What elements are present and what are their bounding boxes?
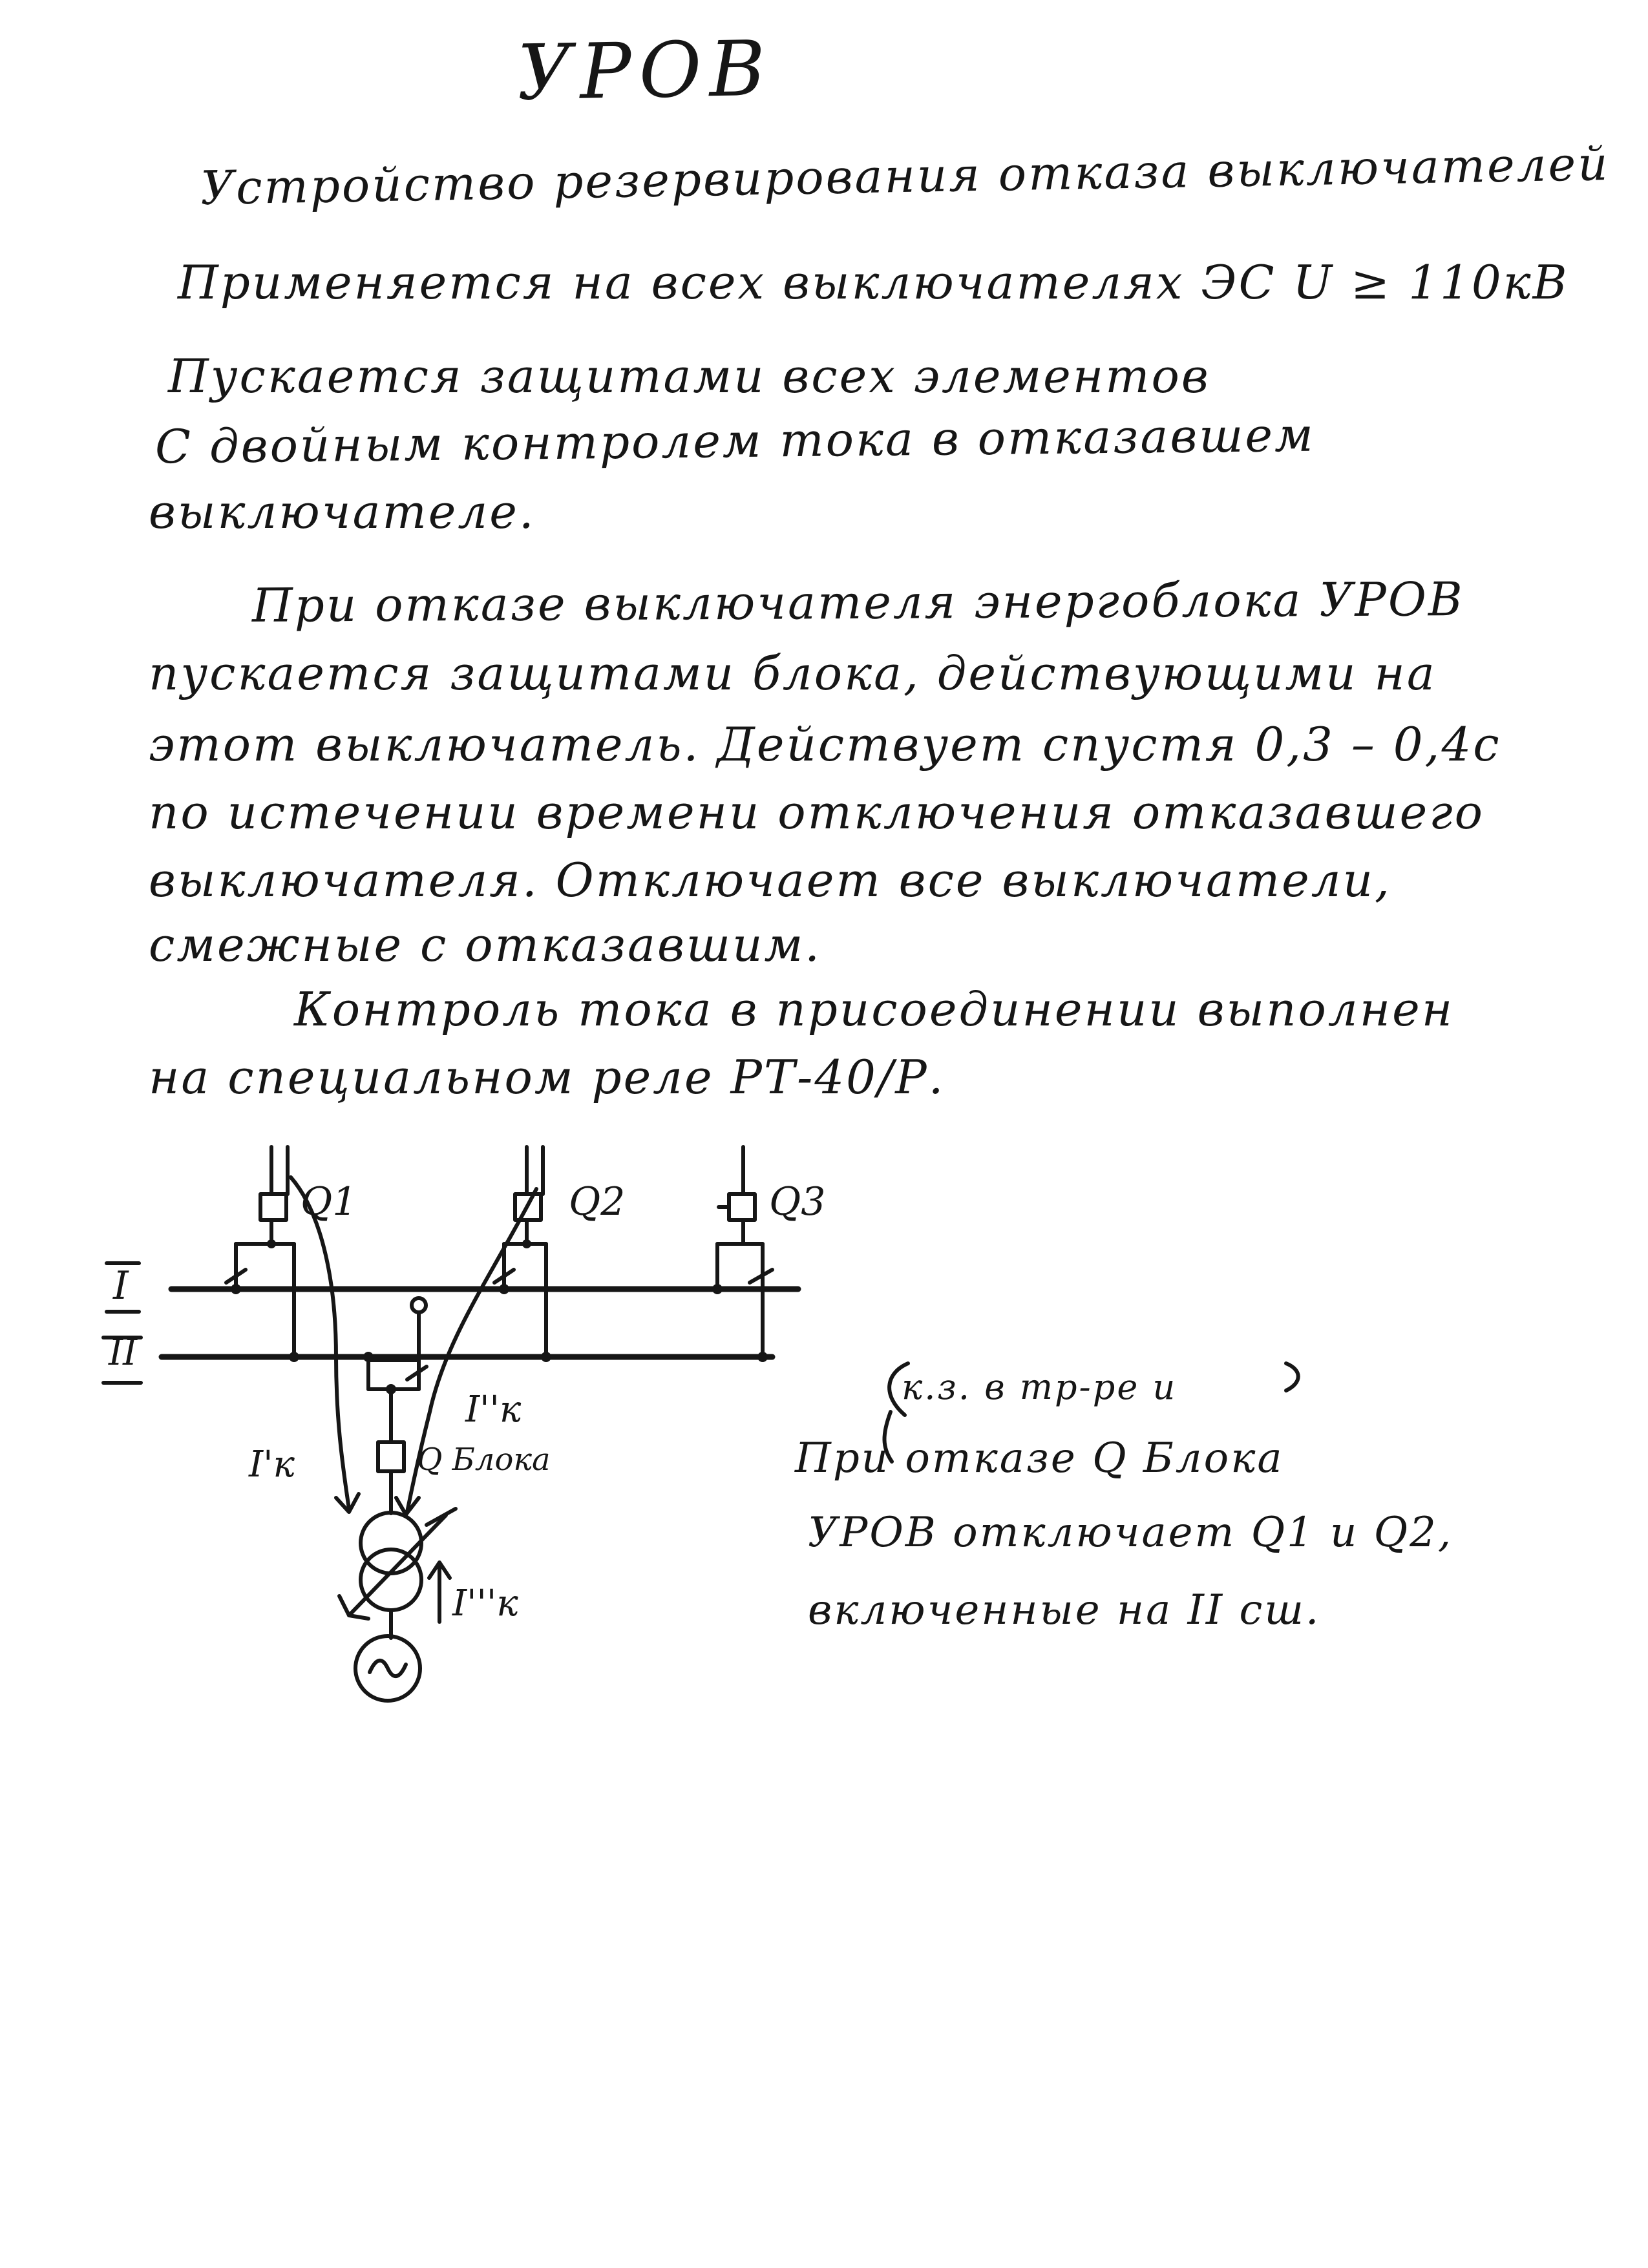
control-line-2: на специальном реле РТ-40/Р. bbox=[149, 1050, 945, 1104]
paragraph-line-6: смежные с отказавшим. bbox=[149, 918, 822, 972]
intro-line-4: С двойным контролем тока в отказавшем bbox=[154, 407, 1316, 474]
single-line-diagram bbox=[0, 1098, 1648, 1874]
feeder-q2 bbox=[494, 1147, 551, 1362]
paragraph-line-4: по истечении времени отключения отказавшего bbox=[149, 785, 1485, 839]
intro-line-5: выключателе. bbox=[149, 485, 536, 539]
feeder-q3 bbox=[712, 1147, 772, 1362]
breaker-q2-label: Q2 bbox=[569, 1179, 626, 1224]
breaker-q1-label: Q1 bbox=[301, 1179, 357, 1224]
bus-label-2: II bbox=[109, 1332, 138, 1374]
current-i2-label: I''к bbox=[465, 1389, 522, 1431]
note-line-2: УРОВ отключает Q1 и Q2, bbox=[808, 1509, 1453, 1557]
note-bracket-right bbox=[1286, 1363, 1298, 1391]
paragraph-line-5: выключателя. Отключает все выключатели, bbox=[149, 853, 1391, 907]
unit-breaker-symbol bbox=[378, 1442, 404, 1471]
breaker-q3-label: Q3 bbox=[769, 1179, 826, 1224]
unit-connection bbox=[363, 1298, 427, 1513]
note-bracket-text: к.з. в тр-ре и bbox=[902, 1367, 1178, 1407]
current-i1-label: I'к bbox=[249, 1444, 295, 1486]
generator-symbol bbox=[355, 1636, 420, 1701]
bus-label-1: I bbox=[113, 1263, 129, 1308]
intro-line-1: Устройство резервирования отказа выключателей bbox=[200, 136, 1611, 216]
paragraph-line-3: этот выключатель. Действует спустя 0,3 – 0,4с bbox=[149, 717, 1501, 772]
paragraph-line-1: При отказе выключателя энергоблока УРОВ bbox=[251, 572, 1464, 633]
feeder-q1 bbox=[226, 1147, 299, 1362]
note-line-1: При отказе Q Блока bbox=[795, 1434, 1284, 1482]
current-i3-label: I'''к bbox=[452, 1582, 518, 1624]
page-title: УРОВ bbox=[516, 23, 774, 118]
control-line-1: Контроль тока в присоединении выполнен bbox=[294, 982, 1455, 1036]
unit-breaker-label: Q Блока bbox=[417, 1442, 551, 1478]
paragraph-line-2: пускается защитами блока, действующими на bbox=[149, 646, 1437, 700]
intro-line-3: Пускается защитами всех элементов bbox=[168, 349, 1210, 403]
current-i1-arrow bbox=[291, 1177, 349, 1509]
breaker-q3-symbol bbox=[729, 1194, 755, 1220]
intro-line-2: Применяется на всех выключателях ЭС U ≥ 110кВ bbox=[178, 255, 1569, 310]
breaker-q1-symbol bbox=[260, 1194, 286, 1220]
note-line-3: включенные на II сш. bbox=[808, 1586, 1321, 1634]
